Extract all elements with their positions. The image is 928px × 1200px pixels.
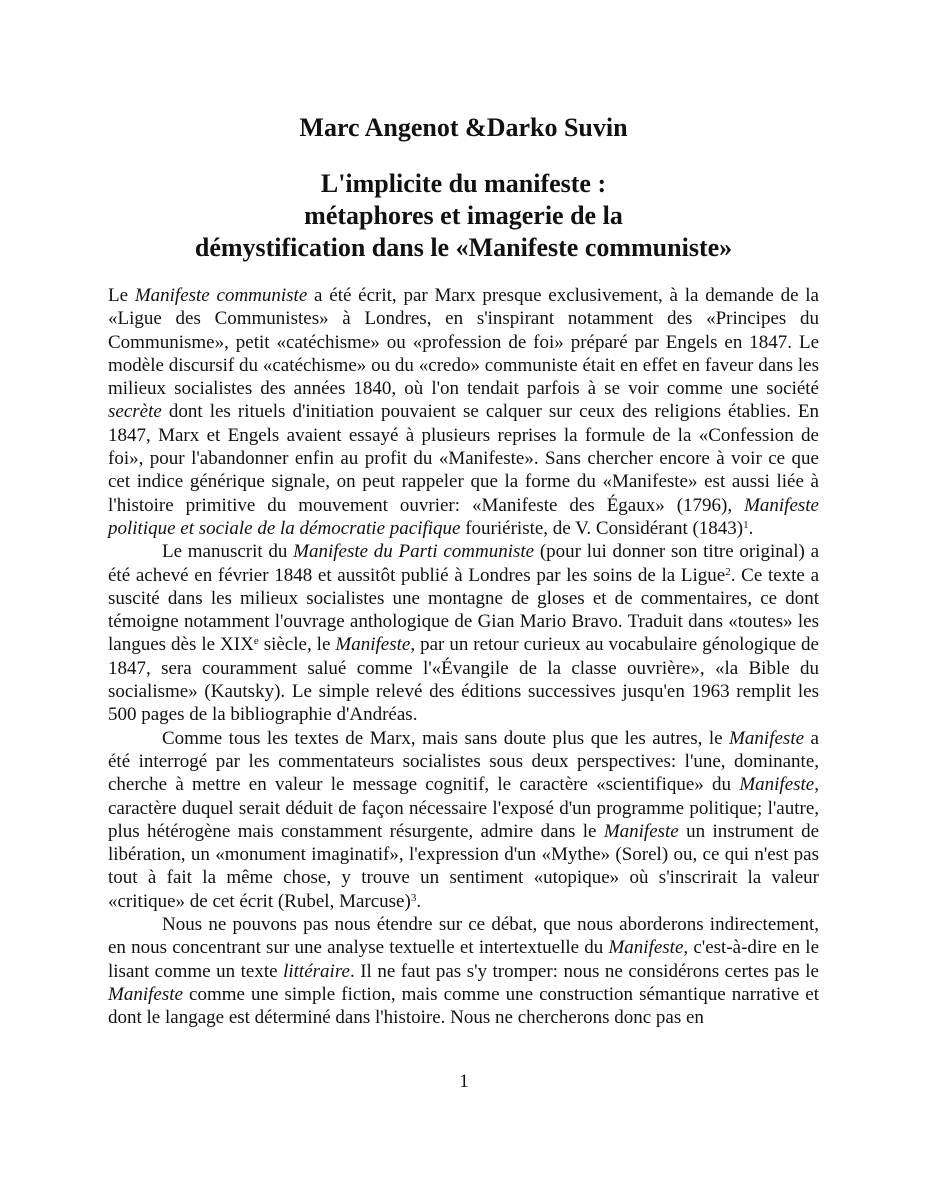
text-run: dont les rituels d'initiation pouvaient se calquer sur ceux des religions établies. En 1847, Marx et Engels avaient essayé à plusieurs reprises la formule de la «Confession de foi», pour l'abandonner enfin au profit du «Manifeste». Sans chercher encore à voir ce que cet indice générique signale, on peut rappeler que la forme du «Manifeste» est aussi liée à l'histoire primitive du mouvement ouvrier: «Manifeste des Égaux» (1796), [108,401,819,516]
italic-title: Manifeste du Parti communiste [293,541,535,563]
text-run: , caractère duquel serait déduit de façon nécessaire l'exposé d'un programme politique; l'autre, plus hétérogène mais constamment résurgente, admire dans le [108,774,819,842]
paragraph-3 [108,727,819,913]
text-run: un instrument de libération, un «monument imaginatif», l'expression d'un «Mythe» (Sorel) ou, ce qui n'est pas tout à fait la même chose, y trouve un sentiment «utopique» où s'inscrirait la valeur «critique» de cet écrit (Rubel, Marcuse) [108,820,819,912]
article-body [108,284,819,1030]
italic-title: Manifeste [108,983,183,1005]
footnote-ref-2[interactable]: 2 [725,565,731,578]
text-run: Le manuscrit du [162,541,294,563]
footnote-ref-3[interactable]: 3 [410,891,417,904]
title-line-1: L'implicite du manifeste : [320,169,607,198]
text-run: comme une simple fiction, mais comme une construction sémantique narrative et dont le langage est déterminé dans l'histoire. Nous ne chercherons donc pas en [108,983,819,1029]
italic-word: littéraire [283,960,350,982]
text-run: . [416,890,422,912]
text-run: , par un retour curieux au vocabulaire génologique de 1847, sera couramment salué comme l'«Évangile de la classe ouvrière», «la Bible du socialisme» (Kautsky). Le simple relevé des éditions successives jusqu'en 1963 remplit les 500 pages de la bibliographie d'Andréas. [108,634,819,726]
italic-word: secrète [108,401,162,423]
author-line: Marc Angenot &Darko Suvin [299,113,628,142]
paragraph-1 [108,284,819,540]
text-run: a été interrogé par les commentateurs socialistes sous deux perspectives: l'une, dominante, cherche à mettre en valeur le message cognitif, le caractère «scientifique» du [108,727,819,796]
text-run: a été écrit, par Marx presque exclusivement, à la demande de la «Ligue des Communistes» à Londres, en s'inspirant notamment des «Principes du Communisme», petit «catéchisme» ou «profession de foi» préparé par Engels en 1847. Le modèle discursif du «catéchisme» ou du «credo» communiste était en effet en faveur dans les milieux socialistes des années 1840, où l'on tendait parfois à se voir comme une société [108,285,819,400]
text-run: . [748,517,754,539]
superscript-e: e [253,635,259,648]
italic-title: Manifeste politique et sociale de la démocratie pacifique [108,494,819,539]
italic-title: Manifeste [603,820,679,842]
italic-title: Manifeste [608,937,684,959]
title-line-2: métaphores et imagerie de la [304,201,623,230]
article-title [108,168,819,264]
text-run: , c'est-à-dire en le lisant comme un texte [108,937,819,982]
text-run: siècle, le [258,634,336,656]
text-run: . Il ne faut pas s'y tromper: nous ne considérons certes pas le [349,960,819,982]
text-run: fouriériste, de V. Considérant (1843) [460,517,744,539]
paragraph-4 [108,913,819,1029]
italic-title: Manifeste [739,774,815,796]
italic-title: Manifeste communiste [134,285,308,306]
italic-title: Manifeste [335,634,411,656]
title-line-3: démystification dans le «Manifeste communiste» [194,233,733,262]
text-run: . Ce texte a suscité dans les milieux socialistes une montagne de gloses et de commentaires, ce dont témoigne notamment l'ouvrage anthologique de Gian Mario Bravo. Traduit dans «toutes» les langues dès le XIX [108,564,819,656]
text-run: Le [108,285,135,306]
text-run: (pour lui donner son titre original) a été achevé en février 1848 et aussitôt publié à Londres par les soins de la Ligue [108,541,820,586]
footnote-ref-1[interactable]: 1 [743,518,749,531]
italic-title: Manifeste [729,727,805,749]
page-number: 1 [459,1071,469,1092]
paragraph-2 [108,540,819,726]
text-run: Comme tous les textes de Marx, mais sans doute plus que les autres, le [162,727,730,749]
text-run: Nous ne pouvons pas nous étendre sur ce débat, que nous aborderons indirectement, en nous concentrant sur une analyse textuelle et intertextuelle du [108,914,819,959]
